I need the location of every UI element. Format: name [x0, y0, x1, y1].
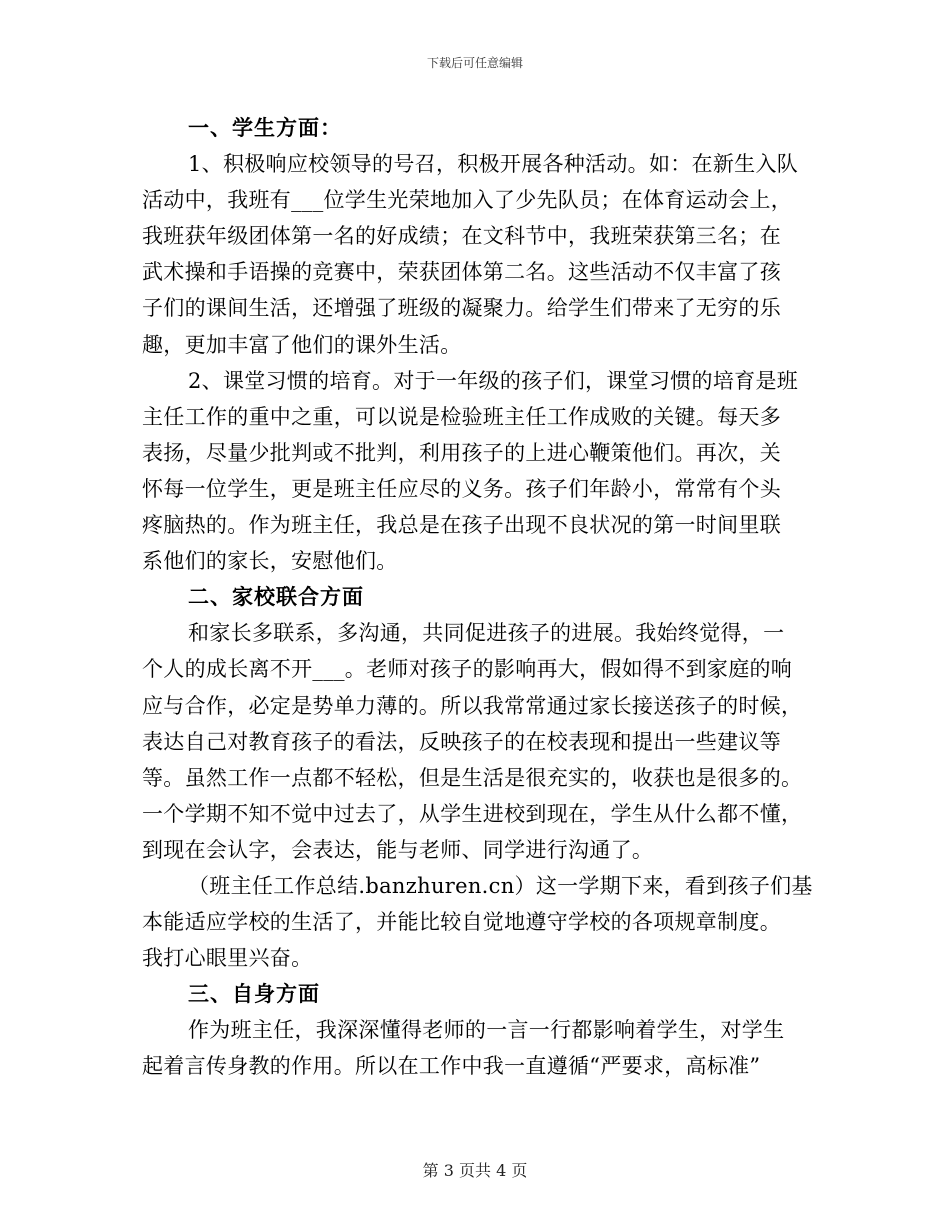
text-line: 等。虽然工作一点都不轻松，但是生活是很充实的，收获也是很多的。 — [142, 765, 803, 790]
text-line: 应与合作，必定是势单力薄的。所以我常常通过家长接送孩子的时候， — [142, 693, 803, 718]
text-line: 和家长多联系，多沟通，共同促进孩子的进展。我始终觉得，一 — [188, 621, 785, 646]
text-line: 活动中，我班有___位学生光荣地加入了少先队员；在体育运动会上， — [142, 188, 793, 213]
text-line: 2、课堂习惯的培育。对于一年级的孩子们，课堂习惯的培育是班 — [188, 368, 799, 393]
text-line: 子们的课间生活，还增强了班级的凝聚力。给学生们带来了无穷的乐 — [142, 296, 781, 321]
text-line: 表达自己对教育孩子的看法，反映孩子的在校表现和提出一些建议等 — [142, 729, 781, 754]
text-line: 疼脑热的。作为班主任，我总是在孩子出现不良状况的第一时间里联 — [142, 513, 781, 538]
page-header: 下载后可任意编辑 — [426, 56, 523, 70]
text-line: 本能适应学校的生活了，并能比较自觉地遵守学校的各项规章制度。 — [142, 910, 781, 935]
paragraph-role-model — [142, 1012, 810, 1084]
text-line: 武术操和手语操的竞赛中，荣获团体第二名。这些活动不仅丰富了孩 — [142, 260, 781, 285]
text-line: 趣，更加丰富了他们的课外生活。 — [142, 332, 462, 357]
document-body — [142, 110, 813, 1085]
text-line: 我班获年级团体第一名的好成绩；在文科节中，我班荣获第三名；在 — [142, 224, 781, 249]
paragraph-activities — [142, 146, 810, 363]
paragraph-semester-summary — [142, 868, 813, 976]
text-line: 表扬，尽量少批判或不批判，利用孩子的上进心鞭策他们。再次，关 — [142, 440, 781, 465]
text-line: 怀每一位学生，更是班主任应尽的义务。孩子们年龄小，常常有个头 — [142, 476, 781, 501]
paragraph-parent-communication — [142, 615, 810, 868]
text-line: 个人的成长离不开___。老师对孩子的影响再大，假如得不到家庭的响 — [142, 657, 793, 682]
text-line: 系他们的家长，安慰他们。 — [142, 549, 398, 574]
text-line: 主任工作的重中之重，可以说是检验班主任工作成败的关键。每天多 — [142, 404, 781, 429]
section-heading-home-school: 二、家校联合方面 — [188, 584, 364, 610]
paragraph-classroom-habits — [142, 363, 810, 580]
text-line: 我打心眼里兴奋。 — [142, 946, 313, 971]
text-line: 到现在会认字，会表达，能与老师、同学进行沟通了。 — [142, 837, 654, 862]
text-line: （班主任工作总结.banzhuren.cn）这一学期下来，看到孩子们基 — [188, 873, 813, 898]
section-heading-self: 三、自身方面 — [188, 981, 320, 1007]
section-heading-students: 一、学生方面： — [188, 115, 342, 140]
text-line: 一个学期不知不觉中过去了，从学生进校到现在，学生从什么都不懂， — [142, 801, 803, 826]
text-line: 1、积极响应校领导的号召，积极开展各种活动。如：在新生入队 — [188, 152, 799, 177]
text-line: 作为班主任，我深深懂得老师的一言一行都影响着学生，对学生 — [188, 1018, 785, 1043]
text-line: 起着言传身教的作用。所以在工作中我一直遵循“严要求，高标准” — [142, 1054, 761, 1079]
page-footer: 第 3 页共 4 页 — [422, 1161, 528, 1180]
